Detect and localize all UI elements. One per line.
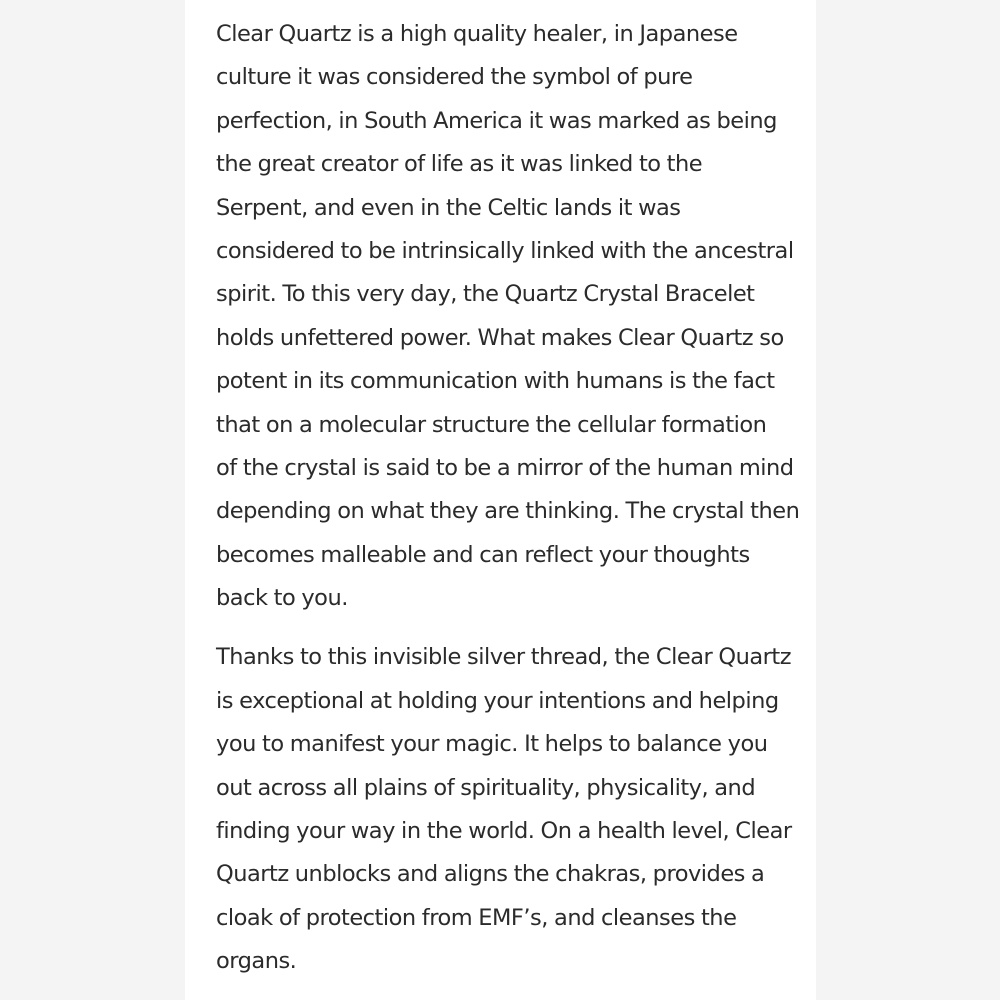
content-panel — [185, 0, 816, 1000]
paragraph-line: holds unfettered power. What makes Clear Quartz so — [216, 324, 784, 351]
paragraph-line: potent in its communication with humans is the fact — [216, 368, 775, 395]
paragraph-line: Thanks to this invisible silver thread, the Clear Quartz — [216, 644, 792, 671]
paragraph-line: spirit. To this very day, the Quartz Crystal Bracelet — [216, 281, 755, 308]
paragraph-line: depending on what they are thinking. The crystal then — [216, 498, 800, 525]
paragraph-line: Quartz unblocks and aligns the chakras, provides a — [216, 861, 765, 888]
paragraph-line: finding your way in the world. On a health level, Clear — [216, 818, 792, 845]
paragraph-line: of the crystal is said to be a mirror of the human mind — [216, 454, 794, 481]
paragraph-1 — [216, 13, 800, 620]
paragraph-line: is exceptional at holding your intentions and helping — [216, 687, 779, 714]
paragraph-2 — [216, 636, 791, 983]
paragraph-line: Clear Quartz is a high quality healer, in Japanese — [216, 21, 738, 47]
paragraph-line: organs. — [216, 948, 297, 975]
paragraph-line: back to you. — [216, 585, 348, 612]
paragraph-line: cloak of protection from EMF’s, and cleanses the — [216, 904, 737, 931]
paragraph-line: that on a molecular structure the cellular formation — [216, 411, 767, 438]
paragraph-line: perfection, in South America it was marked as being — [216, 107, 777, 134]
paragraph-line: considered to be intrinsically linked with the ancestral — [216, 237, 794, 264]
paragraph-line: the great creator of life as it was linked to the — [216, 151, 703, 178]
paragraph-line: culture it was considered the symbol of pure — [216, 64, 693, 91]
article-body — [216, 13, 800, 984]
paragraph-line: Serpent, and even in the Celtic lands it was — [216, 194, 681, 221]
paragraph-line: out across all plains of spirituality, physicality, and — [216, 774, 756, 801]
paragraph-line: you to manifest your magic. It helps to balance you — [216, 731, 768, 758]
paragraph-spacer — [216, 620, 791, 636]
paragraph-line: becomes malleable and can reflect your thoughts — [216, 541, 750, 568]
